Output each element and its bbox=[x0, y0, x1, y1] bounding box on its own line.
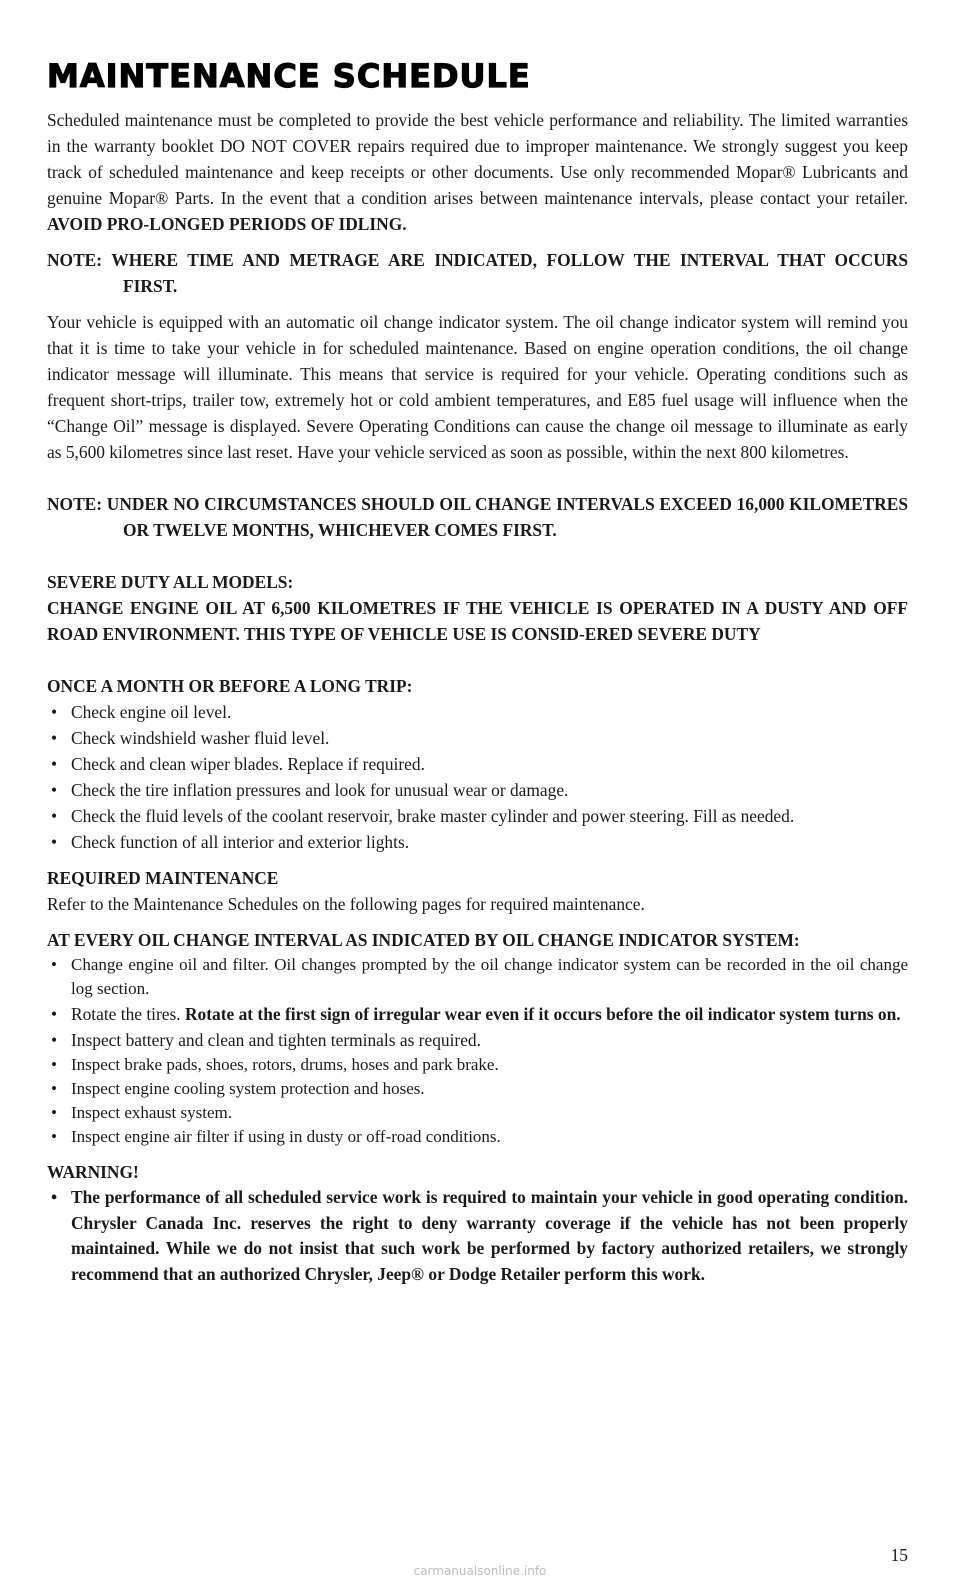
note-oil-interval-limit: NOTE: UNDER NO CIRCUMSTANCES SHOULD OIL CHANGE INTERVALS EXCEED 16,000 KILOMETRES OR TWELVE MONTHS, WHICHEVER COMES FIRST. bbox=[47, 494, 908, 540]
warning-text: The performance of all scheduled service work is required to maintain your vehicle in good operating condition. Chrysler Canada Inc. reserves the right to deny warranty coverage if the vehicle has not been properly maintained. While we do not insist that such work be performed by factory authorized retailers, we strongly recommend that an authorized Chrysler, Jeep® or Dodge Retailer perform this work. bbox=[71, 1187, 908, 1284]
bullet-icon: • bbox=[51, 1103, 57, 1122]
bullet-icon: • bbox=[51, 728, 58, 748]
bullet-icon: • bbox=[51, 1004, 58, 1024]
list-item: • Rotate the tires. Rotate at the first sign of irregular wear even if it occurs before the oil indicator system turns on. bbox=[47, 1001, 908, 1027]
bullet-icon: • bbox=[51, 702, 58, 722]
bullet-icon: • bbox=[51, 754, 58, 774]
list-item: • Check engine oil level. bbox=[47, 699, 908, 725]
severe-duty-text: CHANGE ENGINE OIL AT 6,500 KILOMETRES IF THE VEHICLE IS OPERATED IN A DUSTY AND OFF ROAD ENVIRONMENT. THIS TYPE OF VEHICLE USE IS CONSID-ERED SEVERE DUTY bbox=[47, 598, 908, 644]
bullet-icon: • bbox=[51, 1127, 57, 1146]
list-item: • Check windshield washer fluid level. bbox=[47, 725, 908, 751]
list-item: • Check function of all interior and exterior lights. bbox=[47, 829, 908, 855]
intro-text: Scheduled maintenance must be completed to provide the best vehicle performance and reliability. The limited warranties in the warranty booklet DO NOT COVER repairs required due to improper maintenance. We strongly suggest you keep track of scheduled maintenance and keep receipts or other documents. Use only recommended Mopar® Lubricants and genuine Mopar® Parts. In the event that a condition arises between maintenance intervals, please contact your retailer. bbox=[47, 110, 908, 208]
oil-interval-list bbox=[47, 953, 908, 1149]
monthly-check-list bbox=[47, 699, 908, 855]
rotate-tires-bold: Rotate at the first sign of irregular wear even if it occurs before the oil indicator system turns on. bbox=[185, 1004, 901, 1024]
warning-list bbox=[47, 1185, 908, 1287]
oil-interval-heading: AT EVERY OIL CHANGE INTERVAL AS INDICATED BY OIL CHANGE INDICATOR SYSTEM: bbox=[47, 930, 800, 950]
list-item: • Change engine oil and filter. Oil changes prompted by the oil change indicator system can be recorded in the oil change log section. bbox=[51, 955, 908, 998]
bullet-icon: • bbox=[51, 832, 58, 852]
bullet-icon: • bbox=[51, 1030, 58, 1050]
intro-paragraph bbox=[47, 107, 908, 237]
bullet-icon: • bbox=[51, 1187, 58, 1207]
warning-heading: WARNING! bbox=[47, 1162, 139, 1182]
list-item: • Inspect brake pads, shoes, rotors, drums, hoses and park brake. bbox=[47, 1053, 908, 1077]
bullet-icon: • bbox=[51, 806, 58, 826]
list-item bbox=[47, 1185, 908, 1287]
page-title: MAINTENANCE SCHEDULE bbox=[47, 57, 531, 95]
watermark: carmanualsonline.info bbox=[413, 1564, 547, 1578]
severe-duty-heading: SEVERE DUTY ALL MODELS: bbox=[47, 572, 294, 592]
bullet-icon: • bbox=[51, 1055, 57, 1074]
bullet-icon: • bbox=[51, 1079, 57, 1098]
page-number: 15 bbox=[890, 1545, 908, 1565]
list-item: • Check the fluid levels of the coolant reservoir, brake master cylinder and power steering. Fill as needed. bbox=[47, 803, 908, 829]
oil-indicator-paragraph: Your vehicle is equipped with an automatic oil change indicator system. The oil change indicator system will remind you that it is time to take your vehicle in for scheduled maintenance. Based on engine operation conditions, the oil change indicator message will illuminate. This means that service is required for your vehicle. Operating conditions such as frequent short-trips, trailer tow, extremely hot or cold ambient temperatures, and E85 fuel usage will influence when the “Change Oil” message is displayed. Severe Operating Conditions can cause the change oil message to illuminate as early as 5,600 kilometres since last reset. Have your vehicle serviced as soon as possible, within the next 800 kilometres. bbox=[47, 312, 908, 462]
list-item: • Check and clean wiper blades. Replace if required. bbox=[47, 751, 908, 777]
required-maintenance-text: Refer to the Maintenance Schedules on the following pages for required maintenance. bbox=[47, 894, 645, 914]
monthly-check-heading: ONCE A MONTH OR BEFORE A LONG TRIP: bbox=[47, 676, 413, 696]
bullet-icon: • bbox=[51, 780, 58, 800]
bullet-icon: • bbox=[51, 955, 57, 974]
intro-bold-text: AVOID PRO-LONGED PERIODS OF IDLING. bbox=[47, 214, 407, 234]
list-item: • Inspect battery and clean and tighten terminals as required. bbox=[47, 1027, 908, 1053]
list-item: • Check the tire inflation pressures and look for unusual wear or damage. bbox=[47, 777, 908, 803]
note-time-metrage: NOTE: WHERE TIME AND METRAGE ARE INDICATED, FOLLOW THE INTERVAL THAT OCCURS FIRST. bbox=[47, 250, 908, 296]
list-item: • Inspect engine air filter if using in dusty or off-road conditions. bbox=[47, 1125, 908, 1149]
list-item: • Inspect engine cooling system protection and hoses. bbox=[47, 1077, 908, 1101]
required-maintenance-heading: REQUIRED MAINTENANCE bbox=[47, 868, 279, 888]
list-item: • Inspect exhaust system. bbox=[47, 1101, 908, 1125]
